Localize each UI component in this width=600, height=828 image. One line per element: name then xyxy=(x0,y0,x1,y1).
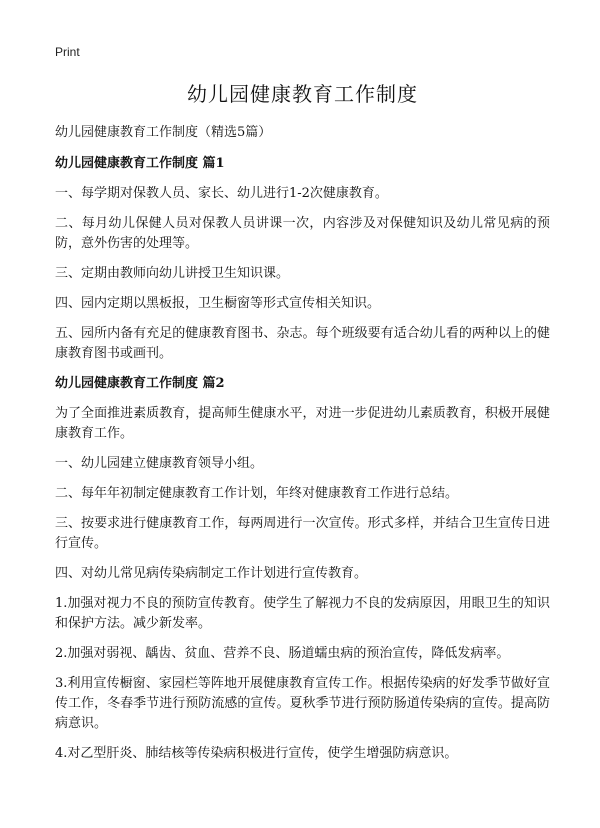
paragraph: 二、每年年初制定健康教育工作计划，年终对健康教育工作进行总结。 xyxy=(55,486,459,501)
print-label: Print xyxy=(55,45,80,59)
section-2 xyxy=(55,374,550,764)
document-subtitle: 幼儿园健康教育工作制度（精选5篇） xyxy=(55,125,272,140)
paragraph: 1.加强对视力不良的预防宣传教育。使学生了解视力不良的发病原因，用眼卫生的知识和保护方法。减少新发率。 xyxy=(55,596,550,631)
paragraph: 为了全面推进素质教育，提高师生健康水平，对进一步促进幼儿素质教育，积极开展健康教育工作。 xyxy=(55,406,550,441)
paragraph: 三、按要求进行健康教育工作，每两周进行一次宣传。形式多样，并结合卫生宣传日进行宣传。 xyxy=(55,516,550,551)
paragraph: 一、每学期对保教人员、家长、幼儿进行1-2次健康教育。 xyxy=(55,186,388,201)
paragraph: 四、对幼儿常见病传染病制定工作计划进行宣传教育。 xyxy=(55,566,368,581)
section-heading: 幼儿园健康教育工作制度 篇2 xyxy=(55,376,225,391)
paragraph: 一、幼儿园建立健康教育领导小组。 xyxy=(55,456,264,471)
paragraph: 3.利用宣传橱窗、家园栏等阵地开展健康教育宣传工作。根据传染病的好发季节做好宣传工作，冬春季节进行预防流感的宣传。夏秋季节进行预防肠道传染病的宣传。提高防病意识。 xyxy=(55,676,550,731)
section-heading: 幼儿园健康教育工作制度 篇1 xyxy=(55,156,225,171)
paragraph: 4.对乙型肝炎、肺结核等传染病积极进行宣传，使学生增强防病意识。 xyxy=(55,746,458,761)
document-title: 幼儿园健康教育工作制度 xyxy=(187,82,418,106)
paragraph: 四、园内定期以黑板报，卫生橱窗等形式宣传相关知识。 xyxy=(55,296,381,311)
section-1 xyxy=(55,154,550,364)
paragraph: 三、定期由教师向幼儿讲授卫生知识课。 xyxy=(55,266,290,281)
paragraph: 2.加强对弱视、龋齿、贫血、营养不良、肠道蠕虫病的预治宣传，降低发病率。 xyxy=(55,646,510,661)
paragraph: 二、每月幼儿保健人员对保教人员讲课一次，内容涉及对保健知识及幼儿常见病的预防，意外伤害的处理等。 xyxy=(55,216,550,251)
paragraph: 五、园所内备有充足的健康教育图书、杂志。每个班级要有适合幼儿看的两种以上的健康教育图书或画刊。 xyxy=(55,326,550,361)
